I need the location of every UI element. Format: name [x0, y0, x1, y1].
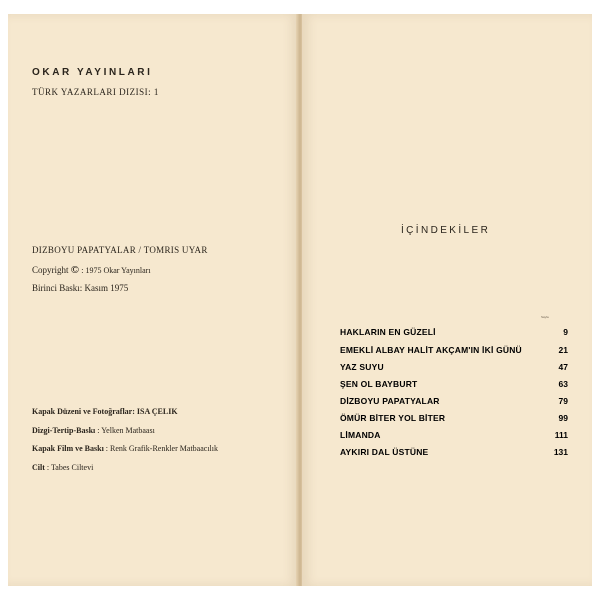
toc-entry-title: EMEKLİ ALBAY HALİT AKÇAM'IN İKİ GÜNÜ	[340, 345, 522, 355]
toc-entry-page: 111	[554, 430, 568, 440]
toc-entry-page: 63	[558, 379, 568, 389]
copyright-symbol: ©	[70, 264, 79, 276]
copyright-line	[32, 264, 151, 276]
toc-entry-title: ÖMÜR BİTER YOL BİTER	[340, 413, 446, 423]
toc-entry-title: ŞEN OL BAYBURT	[340, 379, 418, 389]
series-name: TÜRK YAZARLARI DIZISI: 1	[32, 87, 159, 97]
toc-entry-title: AYKIRI DAL ÜSTÜNE	[340, 447, 429, 457]
toc-entry-page: 47	[558, 362, 568, 372]
credit-value: : Tabes Ciltevi	[46, 463, 94, 472]
credit-label: Dizgi-Tertip-Baskı	[32, 426, 96, 435]
toc-entry-title: LİMANDA	[340, 430, 381, 440]
toc-entry-title: HAKLARIN EN GÜZELİ	[340, 327, 436, 337]
toc-entry-page: 99	[558, 413, 568, 423]
toc-entry-title: DİZBOYU PAPATYALAR	[340, 396, 440, 406]
page-column-label: Sayfa	[541, 315, 549, 319]
credit-cover-film	[32, 444, 218, 453]
toc-entry-page: 9	[563, 327, 568, 337]
toc-entry	[340, 379, 568, 393]
toc-entry	[340, 430, 568, 444]
publisher-name: OKAR YAYINLARI	[32, 67, 153, 78]
toc-entry-page: 131	[553, 447, 568, 457]
toc-entry	[340, 327, 568, 341]
edition-line: Birinci Baskı: Kasım 1975	[32, 283, 129, 293]
toc-entry-title: YAZ SUYU	[340, 362, 384, 372]
toc-entry-page: 79	[558, 396, 568, 406]
credit-value: : Yelken Matbaası	[97, 426, 155, 435]
toc-entry	[340, 413, 568, 427]
copyright-label: Copyright	[32, 265, 69, 275]
toc-entry	[340, 447, 568, 461]
toc-entry-page: 21	[558, 345, 568, 355]
toc-entry	[340, 362, 568, 376]
right-page	[302, 14, 592, 586]
left-page	[8, 14, 298, 586]
toc-entry	[340, 396, 568, 410]
credit-label: Kapak Düzeni ve Fotoğraflar:	[32, 407, 135, 416]
credit-label: Kapak Film ve Baskı	[32, 444, 104, 453]
credit-value: : Renk Grafik-Renkler Matbaacılık	[105, 444, 218, 453]
credit-label: Cilt	[32, 463, 45, 472]
toc-entry	[340, 345, 568, 359]
toc-title: İÇİNDEKİLER	[401, 225, 491, 236]
credit-value: ISA ÇELIK	[136, 407, 178, 416]
credit-cover	[32, 407, 178, 416]
credit-binding	[32, 463, 93, 472]
book-title-author: DIZBOYU PAPATYALAR / TOMRIS UYAR	[32, 245, 208, 255]
copyright-text: : 1975 Okar Yayınları	[81, 266, 151, 275]
credit-typesetting	[32, 426, 155, 435]
